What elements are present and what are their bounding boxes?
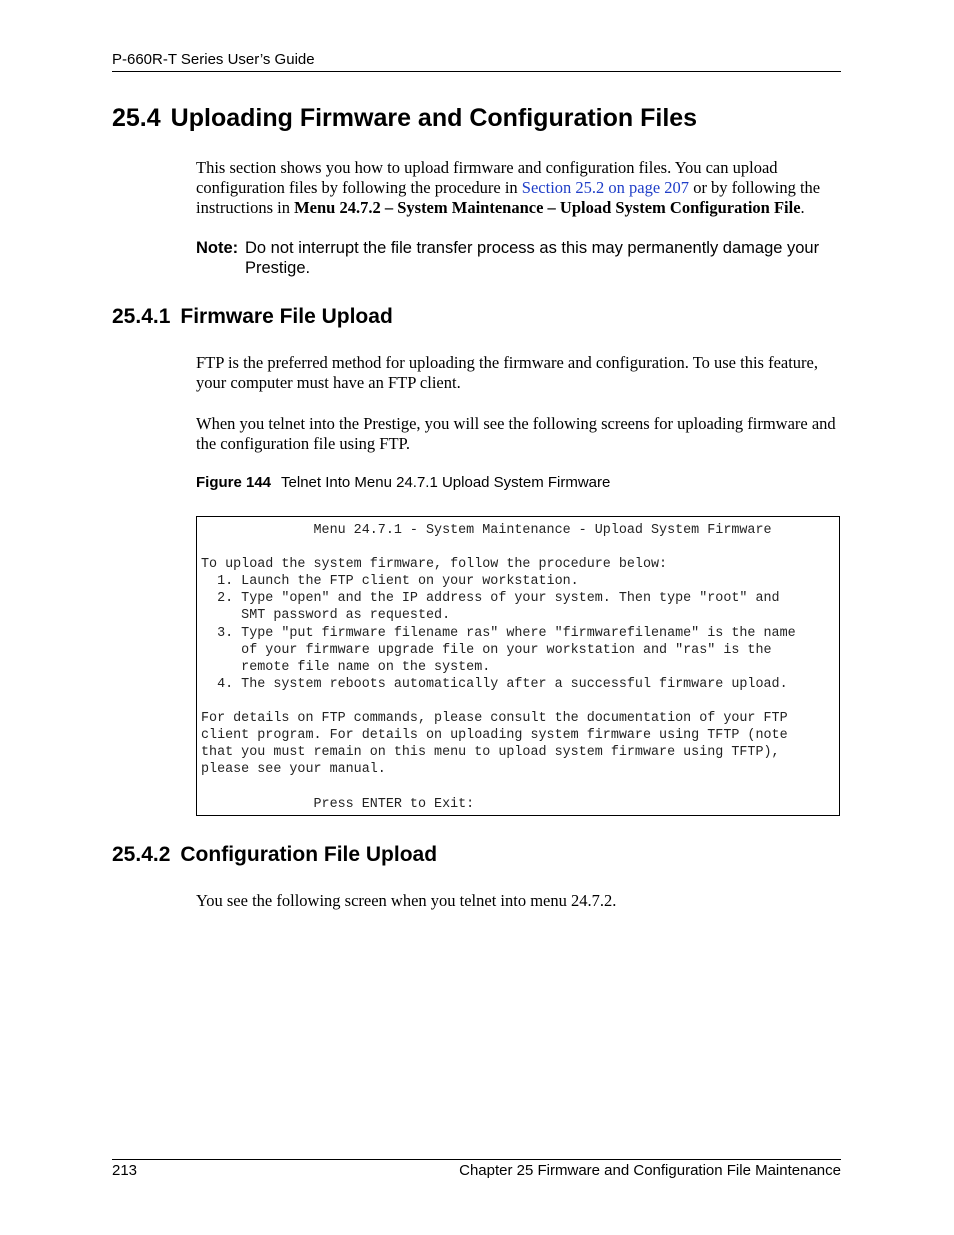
section-intro [196,158,844,218]
intro-text-continued: or by following the instructions in [196,178,821,217]
telnet-paragraph: When you telnet into the Prestige, you will see the following screens for uploading firmware and the configuration file using FTP. [196,414,836,453]
header-divider [112,71,841,72]
figure-label: Figure 144 [196,474,272,491]
section-link[interactable]: Section 25.2 on page 207 [521,178,690,197]
section-heading [112,104,697,133]
subsection-number: 25.4.1 [112,305,171,328]
section-number: 25.4 [112,104,161,132]
subsection-title: Configuration File Upload [180,843,438,866]
note-text: Do not interrupt the file transfer process as this may permanently damage your Prestige. [245,239,820,277]
subsection-heading-firmware [112,305,393,329]
intro-text: This section shows you how to upload firmware and configuration files. You can upload configuration files by following the procedure in [196,158,778,197]
menu-reference: Menu 24.7.2 – System Maintenance – Upload System Configuration File [294,198,801,217]
note-label: Note: [196,239,239,257]
subsection-title: Firmware File Upload [180,305,393,328]
chapter-footer: Chapter 25 Firmware and Configuration File Maintenance [459,1162,841,1179]
config-paragraph: You see the following screen when you telnet into menu 24.7.2. [196,891,617,910]
figure-caption [196,474,610,491]
intro-end: . [800,198,805,217]
telnet-screen-text: Menu 24.7.1 - System Maintenance - Upload System Firmware To upload the system firmware, follow the procedure below: 1. Launch the FTP client on your workstation. 2. Type "open" and the IP address of your system. Then type "root" and SMT password as requested. 3. Type "put firmware filename ras" where "firmwarefilename" is the name of your firmware upgrade file on your workstation and "ras" is the remote file name on the system. 4. The system reboots automatically after a successful firmware upload. For details on FTP commands, please consult the documentation of your FTP client program. For details on uploading system firmware using TFTP (note that you must remain on this menu to upload system firmware using TFTP), please see your manual. Press ENTER to Exit: [201,523,796,812]
ftp-paragraph: FTP is the preferred method for uploading the firmware and configuration. To use this feature, your computer must have an FTP client. [196,353,818,392]
figure-title: Telnet Into Menu 24.7.1 Upload System Firmware [281,474,611,491]
subsection-number: 25.4.2 [112,843,171,866]
running-header: P-660R-T Series User’s Guide [112,51,315,68]
telnet-screen [196,516,840,816]
page-number: 213 [112,1162,138,1179]
section-title: Uploading Firmware and Configuration Files [170,104,698,132]
footer-divider [112,1159,841,1160]
subsection-heading-configuration [112,843,437,867]
